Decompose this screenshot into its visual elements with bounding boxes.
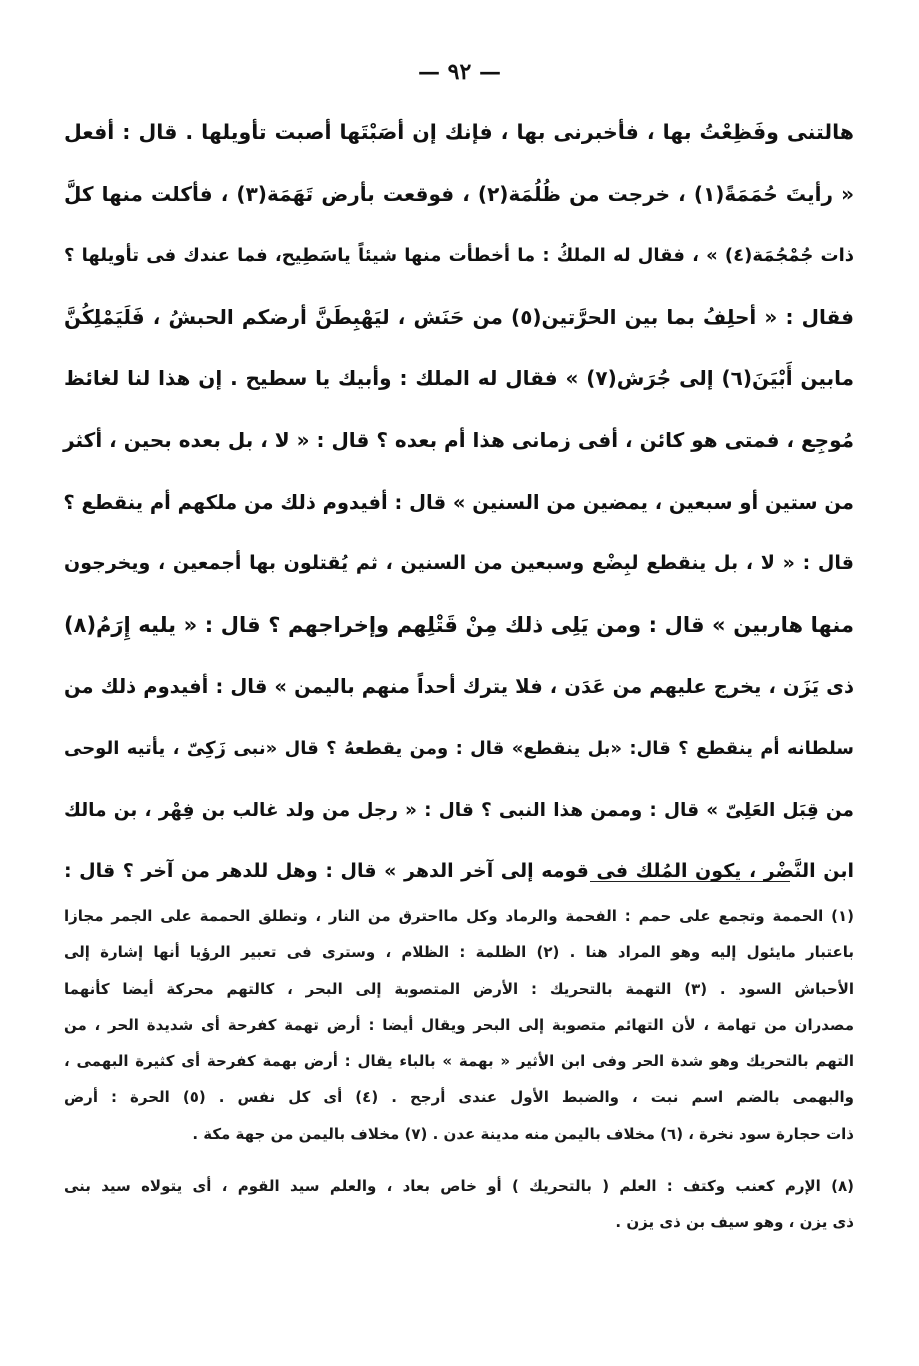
text-line: منها هاربين » قال : ومن يَلِى ذلك مِنْ قَتْلِهم وإخراجهم ؟ قال : « يليه إِرَمُ(٨)	[64, 612, 854, 637]
footnote-divider	[590, 881, 790, 882]
text-line: سلطانه أم ينقطع ؟ قال: «بل ينقطع» قال : ومن يقطعهُ ؟ قال «نبى زَكِىّ ، يأتيه الوحى	[64, 737, 854, 759]
footnote-line: (١) الحممة وتجمع على حمم : الفحمة والرماد وكل مااحترق من النار ، وتطلق الحممة على الجمر مجازا	[64, 907, 854, 925]
text-line: مُوجِع ، فمتى هو كائن ، أفى زمانى هذا أم بعده ؟ قال : « لا ، بل بعده بحين ، أكثر	[63, 427, 854, 452]
main-text	[64, 102, 854, 903]
text-line: ذات جُمْجُمَة(٤) » ، فقال له الملكُ : ما أخطأت منها شيئاً ياسَطِيح، فما عندك فى تأويلها ؟	[64, 245, 854, 267]
footnote-line: والبهمى بالضم اسم نبت ، والضبط الأول عندى أرجح . (٤) أى كل نفس . (٥) الحرة : أرض	[64, 1088, 855, 1107]
footnote-line: مصدران من تهامة ، لأن التهائم متصوبة إلى البحر ويقال أيضا : أرض تهمة كفرحة أى شديدة الحر ، من	[64, 1015, 854, 1034]
footnote-line: ذات حجارة سود نخرة ، (٦) مخلاف باليمن منه مدينة عدن . (٧) مخلاف باليمن من جهة مكة .	[192, 1124, 854, 1143]
text-line: « رأيتَ حُمَمَةً(١) ، خرجت من ظُلُمَة(٢) ، فوقعت بأرض تَهَمَة(٣) ، فأكلت منها كلَّ	[64, 181, 855, 206]
footnote-spacer	[64, 1152, 854, 1168]
text-line: ذى يَزَن ، يخرج عليهم من عَدَن ، فلا يترك أحداً منهم باليمن » قال : أفيدوم ذلك من	[64, 675, 854, 699]
footnote-8-line: ذى يزن ، وهو سيف بن ذى يزن .	[615, 1213, 854, 1232]
footnote-line: باعتبار مايئول إليه وهو المراد هنا . (٢) الظلمة : الظلام ، وسترى فى تعبير الرؤيا أنها إشارة إلى	[64, 943, 855, 962]
text-line: من قِبَل العَلِىّ » قال : وممن هذا النبى ؟ قال : « رجل من ولد غالب بن فِهْر ، بن مالك	[64, 799, 854, 821]
footnotes	[64, 898, 854, 1241]
text-line: فقال : « أحلِفُ بما بين الحرَّتين(٥) من حَنَش ، ليَهْبِطَنَّ أرضكم الحبشُ ، فَلَيَمْلِكُنَّ	[64, 304, 854, 329]
text-line: من ستين أو سبعين ، يمضين من السنين » قال : أفيدوم ذلك من ملكهم أم ينقطع ؟	[63, 490, 854, 514]
page-number: — ٩٢ —	[418, 59, 501, 85]
text-line: هالتنى وفَظِعْتُ بها ، فأخبرنى بها ، فإنك إن أصَبْتَها أصبت تأويلها . قال : أفعل	[64, 120, 854, 144]
footnote-line: الأحباش السود . (٣) التهمة بالتحريك : الأرض المتصوبة إلى البحر ، كالتهم محركة أيضا كأنهما	[64, 979, 855, 998]
footnote-8-line: (٨) الإرم كعنب وكتف : العلم ( بالتحريك ) أو خاص بعاد ، والعلم سيد القوم ، أى يتولاه سيد بنى	[64, 1177, 854, 1196]
text-line: مابين أَبْيَنَ(٦) إلى جُرَش(٧) » فقال له الملك : وأبيك يا سطيح . إن هذا لنا لغائظ	[64, 366, 854, 391]
text-line: قال : « لا ، بل ينقطع لبِضْع وسبعين من السنين ، ثم يُقتلون بها أجمعين ، ويخرجون	[64, 552, 854, 575]
footnote-line: التهم بالتحريك وهو شدة الحر وفى ابن الأثير « بهمة » بالباء يقال : أرض بهمة كفرحة أى كثيرة البهمى ،	[64, 1052, 854, 1071]
text-line: ابن النَّضْر ، يكون المُلك فى قومه إلى آخر الدهر » قال : وهل للدهر من آخر ؟ قال :	[64, 860, 854, 883]
